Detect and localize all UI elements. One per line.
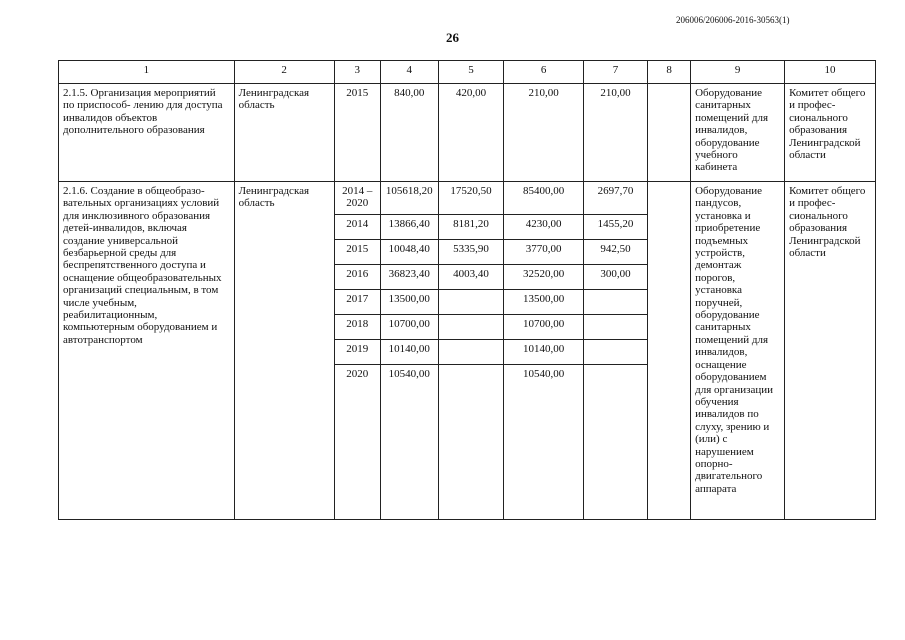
activity-description: Оборудование пандусов, установка и приобретение подъемных устройств, демонтаж порогов, установка поручней, оборудование санитарных помещений для инвалидов, оснащение оборудованием для организации обучения инвалидов по слуху, зрению и (или) с нарушением опорно- двигательного аппарата (691, 182, 785, 520)
value-cell: 1455,20 (583, 215, 647, 240)
value-cell: 5335,90 (438, 240, 503, 265)
measure-title: 2.1.6. Создание в общеобразо- вательных организациях условий для инклюзивного образования детей-инвалидов, включая создание универсальной безбарьерной среды для беспрепятственного доступа и оснащение общеобразовательных организаций специальным, в том числе учебным, реабилитационным, компьютерным оборудованием и автотранспортом (59, 182, 235, 520)
total-cell: 13500,00 (380, 290, 438, 315)
total-cell: 10540,00 (380, 365, 438, 520)
year-cell: 2014 – 2020 (334, 182, 380, 215)
value-cell (583, 290, 647, 315)
value-cell (438, 290, 503, 315)
value-cell (583, 315, 647, 340)
total-cell: 36823,40 (380, 265, 438, 290)
value-cell: 942,50 (583, 240, 647, 265)
region-cell: Ленинградская область (234, 84, 334, 182)
column-header: 1 (59, 61, 235, 84)
value-cell: 85400,00 (504, 182, 584, 215)
column-header: 4 (380, 61, 438, 84)
page-number: 26 (446, 30, 459, 45)
value-cell: 4003,40 (438, 265, 503, 290)
program-table (58, 60, 876, 520)
value-cell: 420,00 (438, 84, 503, 182)
year-cell: 2018 (334, 315, 380, 340)
year-cell: 2015 (334, 84, 380, 182)
year-cell: 2015 (334, 240, 380, 265)
total-cell: 840,00 (380, 84, 438, 182)
column-header: 8 (648, 61, 691, 84)
year-cell: 2020 (334, 365, 380, 520)
value-cell: 10700,00 (504, 315, 584, 340)
value-cell (438, 315, 503, 340)
value-cell (438, 365, 503, 520)
value-cell: 3770,00 (504, 240, 584, 265)
measure-title: 2.1.5. Организация мероприятий по приспособ- лению для доступа инвалидов объектов дополнительного образования (59, 84, 235, 182)
value-cell: 10140,00 (504, 340, 584, 365)
region-cell: Ленинградская область (234, 182, 334, 520)
column-header: 6 (504, 61, 584, 84)
value-cell (583, 340, 647, 365)
document-id: 206006/206006-2016-30563(1) (676, 15, 790, 25)
value-cell (648, 182, 691, 520)
value-cell: 17520,50 (438, 182, 503, 215)
value-cell: 2697,70 (583, 182, 647, 215)
value-cell (583, 365, 647, 520)
total-cell: 105618,20 (380, 182, 438, 215)
value-cell: 32520,00 (504, 265, 584, 290)
column-header: 7 (583, 61, 647, 84)
table-row (59, 182, 876, 215)
column-header: 3 (334, 61, 380, 84)
column-header: 9 (691, 61, 785, 84)
value-cell: 13500,00 (504, 290, 584, 315)
header-row (59, 61, 876, 84)
column-header: 2 (234, 61, 334, 84)
value-cell (438, 340, 503, 365)
year-cell: 2016 (334, 265, 380, 290)
value-cell: 4230,00 (504, 215, 584, 240)
value-cell: 210,00 (504, 84, 584, 182)
value-cell: 8181,20 (438, 215, 503, 240)
column-header: 10 (785, 61, 876, 84)
value-cell: 210,00 (583, 84, 647, 182)
activity-description: Оборудование санитарных помещений для инвалидов, оборудование учебного кабинета (691, 84, 785, 182)
year-cell: 2017 (334, 290, 380, 315)
value-cell (648, 84, 691, 182)
value-cell: 10540,00 (504, 365, 584, 520)
executor-cell: Комитет общего и профес- сионального образования Ленинградской области (785, 84, 876, 182)
year-cell: 2014 (334, 215, 380, 240)
value-cell: 300,00 (583, 265, 647, 290)
executor-cell: Комитет общего и профес- сионального образования Ленинградской области (785, 182, 876, 520)
total-cell: 13866,40 (380, 215, 438, 240)
total-cell: 10048,40 (380, 240, 438, 265)
table-row (59, 84, 876, 182)
year-cell: 2019 (334, 340, 380, 365)
total-cell: 10700,00 (380, 315, 438, 340)
total-cell: 10140,00 (380, 340, 438, 365)
column-header: 5 (438, 61, 503, 84)
